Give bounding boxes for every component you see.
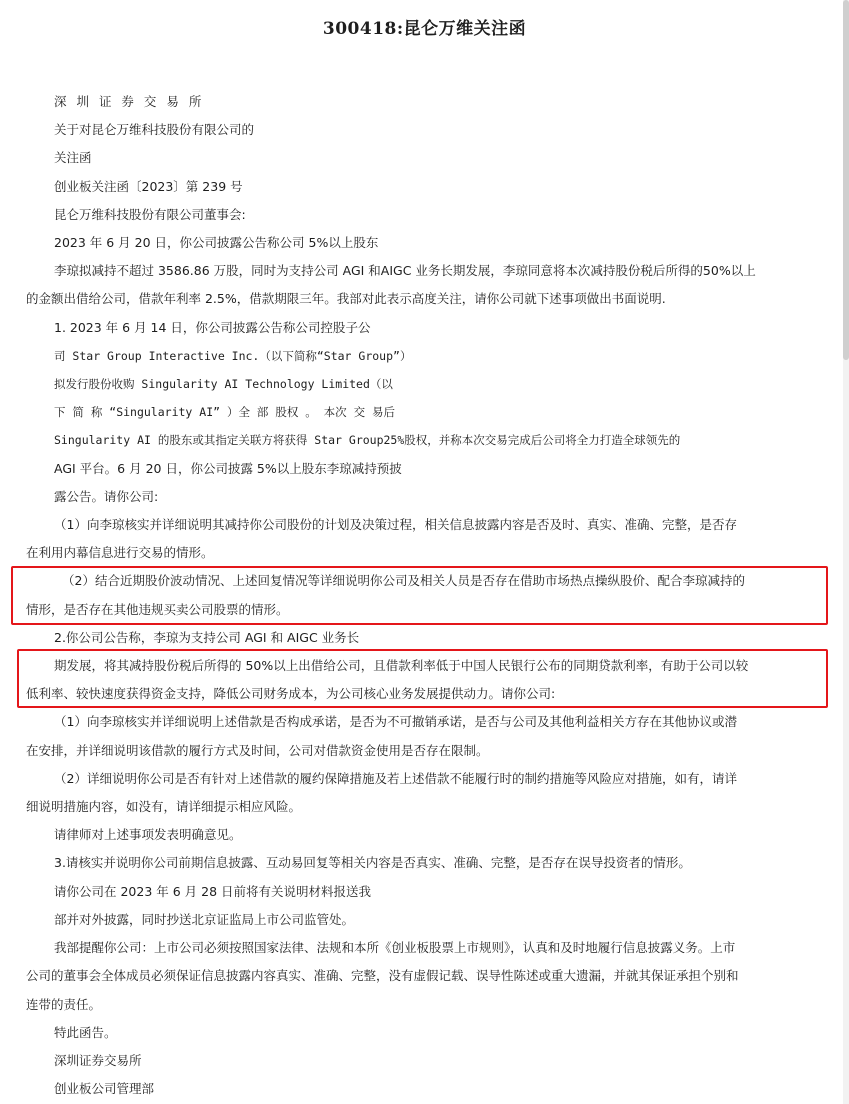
question-2-item-2: 细说明措施内容，如没有，请详细提示相应风险。 [26,799,302,815]
highlight-box-2 [17,649,828,708]
question-1-line: AGI 平台。6 月 20 日，你公司披露 5%以上股东李琼减持预披 [54,460,402,476]
letter-type: 关注函 [54,150,92,166]
question-2-item-2: （2）详细说明你公司是否有针对上述借款的履约保障措施及若上述借款不能履行时的制约措施等风险应对措施，如有，请详 [54,770,737,786]
question-1-line: 下 简 称 “Singularity AI” ）全 部 股权 。 本次 交 易后 [54,405,396,420]
recipient: 昆仑万维科技股份有限公司董事会: [54,206,246,222]
reminder-line: 我部提醒你公司：上市公司必须按照国家法律、法规和本所《创业板股票上市规则》，认真和及时地履行信息披露义务。上市 [54,940,736,956]
question-3-line: 3.请核实并说明你公司前期信息披露、互动易回复等相关内容是否真实、准确、完整，是否存在误导投资者的情形。 [54,855,691,871]
question-1-item-2: （2）结合近期股价波动情况、上述回复情况等详细说明你公司及相关人员是否存在借助市场热点操纵股价、配合李琼减持的 [62,573,745,589]
reminder-line: 公司的董事会全体成员必须保证信息披露内容真实、准确、完整，没有虚假记载、误导性陈述或重大遗漏，并就其保证承担个别和 [26,968,739,984]
question-1-line: 1. 2023 年 6 月 14 日，你公司披露公告称公司控股子公 [54,319,371,335]
reminder-line: 连带的责任。 [26,996,102,1012]
signature-department: 创业板公司管理部 [54,1081,155,1097]
paragraph-line: 2023 年 6 月 20 日，你公司披露公告称公司 5%以上股东 [54,235,379,251]
highlight-box-1 [11,566,828,625]
closing-line: 特此函告。 [54,1024,117,1040]
question-2-line: 期发展，将其减持股份税后所得的 50%以上出借给公司，且借款利率低于中国人民银行公布的同期贷款利率，有助于公司以较 [54,658,749,674]
deadline-line: 部并对外披露，同时抄送北京证监局上市公司监管处。 [54,911,355,927]
question-1-line: 司 Star Group Interactive Inc.（以下简称“Star Group”） [54,348,412,363]
paragraph-line: 的金额出借给公司，借款年利率 2.5%，借款期限三年。我部对此表示高度关注，请你公司就下述事项做出书面说明. [26,291,666,307]
deadline-line: 请你公司在 2023 年 6 月 28 日前将有关说明材料报送我 [54,883,372,899]
letter-number: 创业板关注函〔2023〕第 239 号 [54,178,243,194]
paragraph-line: 李琼拟减持不超过 3586.86 万股，同时为支持公司 AGI 和AIGC 业务长期发展，李琼同意将本次减持股份税后所得的50%以上 [54,263,756,279]
question-2-item-1: 在安排，并详细说明该借款的履行方式及时间，公司对借款资金使用是否存在限制。 [26,742,489,758]
question-1-line: 露公告。请你公司: [54,488,159,504]
question-2-line: 2.你公司公告称，李琼为支持公司 AGI 和 AIGC 业务长 [54,629,360,645]
scrollbar-track[interactable] [843,0,849,1104]
question-1-line: 拟发行股份收购 Singularity AI Technology Limited（以 [54,377,393,392]
addressee-exchange: 深 圳 证 券 交 易 所 [54,94,205,109]
question-2-line: 低利率、较快速度获得资金支持，降低公司财务成本，为公司核心业务发展提供动力。请你公司: [26,686,556,702]
question-1-item-1: （1）向李琼核实并详细说明其减持你公司股份的计划及决策过程，相关信息披露内容是否及时、真实、准确、完整，是否存 [54,517,737,533]
scrollbar-thumb[interactable] [843,0,849,360]
lawyer-request: 请律师对上述事项发表明确意见。 [54,827,242,843]
question-1-item-2: 情形，是否存在其他违规买卖公司股票的情形。 [26,601,289,617]
subject-line: 关于对昆仑万维科技股份有限公司的 [54,122,255,138]
page-title: 300418:昆仑万维关注函 [322,19,527,39]
signature-exchange: 深圳证券交易所 [54,1052,142,1068]
question-2-item-1: （1）向李琼核实并详细说明上述借款是否构成承诺，是否为不可撤销承诺，是否与公司及其他利益相关方存在其他协议或潜 [54,714,737,730]
question-1-item-1: 在利用内幕信息进行交易的情形。 [26,545,214,561]
question-1-line: Singularity AI 的股东或其指定关联方将获得 Star Group25%股权，并称本次交易完成后公司将全力打造全球领先的 [54,433,681,448]
